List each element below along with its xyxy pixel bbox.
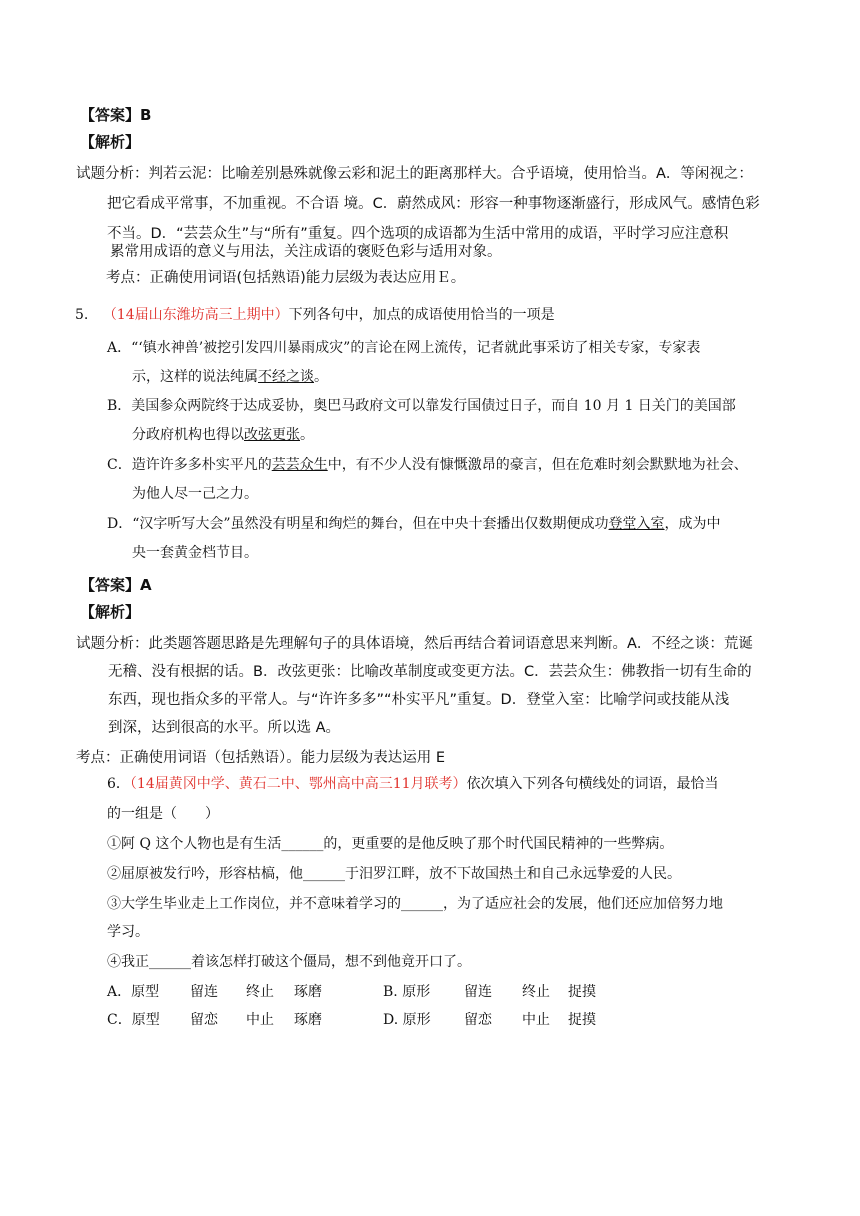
- analysis-line: 试题分析：判若云泥：比喻差别悬殊就像云彩和泥土的距离那样大。合乎语境，使用恰当。A．等闲视之：: [76, 166, 753, 182]
- choice-word: 终止: [246, 984, 274, 1000]
- idiom-underlined: 登堂入室: [608, 516, 665, 532]
- analysis-line: 累常用成语的意义与用法，关注成语的褒贬色彩与适用对象。: [110, 244, 502, 260]
- option-c-line2: 为他人尽一己之力。: [132, 486, 258, 502]
- question-text: 下列各句中，加点的成语使用恰当的一项是: [288, 307, 555, 323]
- analysis-label: 【解析】: [80, 133, 141, 151]
- fill-sentence: ①阿 Q 这个人物也是有生活______的，更重要的是他反映了那个时代国民精神的一些弊病。: [107, 836, 674, 852]
- choice-word: 琢磨: [294, 1012, 322, 1028]
- choice-word: C．原型: [107, 1012, 160, 1028]
- option-text: C．造许许多多朴实平凡的: [107, 457, 272, 473]
- option-a-line1: A．“‘镇水神兽’被挖引发四川暴雨成灾”的言论在网上流传，记者就此事采访了相关专家，专家表: [107, 340, 701, 356]
- option-text: 中，有不少人没有慷慨激昂的豪言，但在危难时刻会默默地为社会、: [327, 457, 748, 473]
- question-6-stem: [107, 774, 719, 794]
- option-text: 。: [314, 369, 328, 385]
- idiom-underlined: 改弦更张: [244, 427, 300, 443]
- question-source: （14届山东潍坊高三上期中）: [102, 307, 289, 323]
- option-text: 。: [300, 427, 314, 443]
- option-text: 示，这样的说法纯属: [132, 369, 258, 385]
- fill-sentence-cont: 学习。: [107, 924, 149, 940]
- choice-word: 琢磨: [294, 984, 322, 1000]
- choice-word: 捉摸: [568, 1012, 596, 1028]
- choice-word: 留连: [190, 984, 218, 1000]
- option-b-line1: B．美国参众两院终于达成妥协，奥巴马政府文可以靠发行国债过日子，而自 10 月 1 日关门的美国部: [107, 398, 736, 414]
- idiom-underlined: 芸芸众生: [271, 457, 328, 473]
- choice-word: 留恋: [190, 1012, 218, 1028]
- q4-answer: [80, 105, 151, 125]
- choice-word: A．原型: [107, 984, 160, 1000]
- kaodian: 考点：正确使用词语（包括熟语）。能力层级为表达运用 E: [76, 750, 446, 766]
- option-text: D．“汉字听写大会”虽然没有明星和绚烂的舞台，但在中央十套播出仅数期便成功: [107, 516, 609, 532]
- analysis-label: 【解析】: [80, 603, 141, 621]
- question-number: 5.: [75, 307, 89, 323]
- analysis-line: 无稽、没有根据的话。B．改弦更张：比喻改革制度或变更方法。C．芸芸众生：佛教指一切有生命的: [108, 664, 752, 680]
- question-source: （14届黄冈中学、黄石二中、鄂州高中高三11月联考）: [129, 776, 467, 792]
- analysis-line: 不当。D．“芸芸众生”与“所有”重复。四个选项的成语都为生活中常用的成语，平时学习应注意积: [107, 226, 729, 242]
- choice-word: 中止: [522, 1012, 550, 1028]
- choice-word: D. 原形: [383, 1012, 431, 1028]
- choice-word: B. 原形: [383, 984, 431, 1000]
- option-text: ，成为中: [664, 516, 721, 532]
- question-5-stem: [75, 305, 555, 325]
- analysis-line: 到深，达到很高的水平。所以选 A。: [108, 720, 341, 736]
- option-text: 分政府机构也得以: [132, 427, 244, 443]
- question-6-stem-line2: 的一组是（ ）: [107, 806, 219, 822]
- option-c-line1: [107, 455, 748, 475]
- answer-label: 【答案】: [80, 106, 141, 124]
- choice-word: 终止: [522, 984, 550, 1000]
- answer-value: A: [140, 576, 152, 594]
- fill-sentence: ②屈原被发行吟，形容枯槁，他______于汨罗江畔，放不下故国热土和自己永远挚爱的人民。: [107, 866, 681, 882]
- option-d-line2: 央一套黄金档节目。: [132, 545, 258, 561]
- choice-word: 捉摸: [568, 984, 596, 1000]
- answer-label: 【答案】: [80, 576, 141, 594]
- q5-answer: [80, 575, 152, 595]
- analysis-line: 试题分析：此类题答题思路是先理解句子的具体语境，然后再结合着词语意思来判断。A．不经之谈：荒诞: [76, 636, 753, 652]
- analysis-line: 东西，现也指众多的平常人。与“许许多多”“朴实平凡”重复。D．登堂入室：比喻学问或技能从浅: [108, 692, 730, 708]
- answer-value: B: [140, 106, 152, 124]
- option-b-line2: [132, 425, 314, 445]
- idiom-underlined: 不经之谈: [258, 369, 314, 385]
- choice-row: [107, 982, 596, 1002]
- kaodian: 考点：正确使用词语(包括熟语)能力层级为表达应用Ｅ。: [106, 270, 466, 286]
- choice-row: [107, 1010, 596, 1030]
- fill-sentence: ④我正______着该怎样打破这个僵局，想不到他竟开口了。: [107, 954, 471, 970]
- choice-word: 中止: [246, 1012, 274, 1028]
- question-text: 依次填入下列各句横线处的词语，最恰当: [466, 776, 719, 792]
- analysis-line: 把它看成平常事，不加重视。不合语 境。C．蔚然成风：形容一种事物逐渐盛行，形成风气。感情色彩: [107, 196, 760, 212]
- question-number: 6．: [107, 776, 130, 792]
- choice-word: 留恋: [464, 1012, 492, 1028]
- choice-word: 留连: [464, 984, 492, 1000]
- option-d-line1: [107, 514, 721, 534]
- fill-sentence: ③大学生毕业走上工作岗位，并不意味着学习的______，为了适应社会的发展，他们还应加倍努力地: [107, 896, 723, 912]
- option-a-line2: [132, 367, 328, 387]
